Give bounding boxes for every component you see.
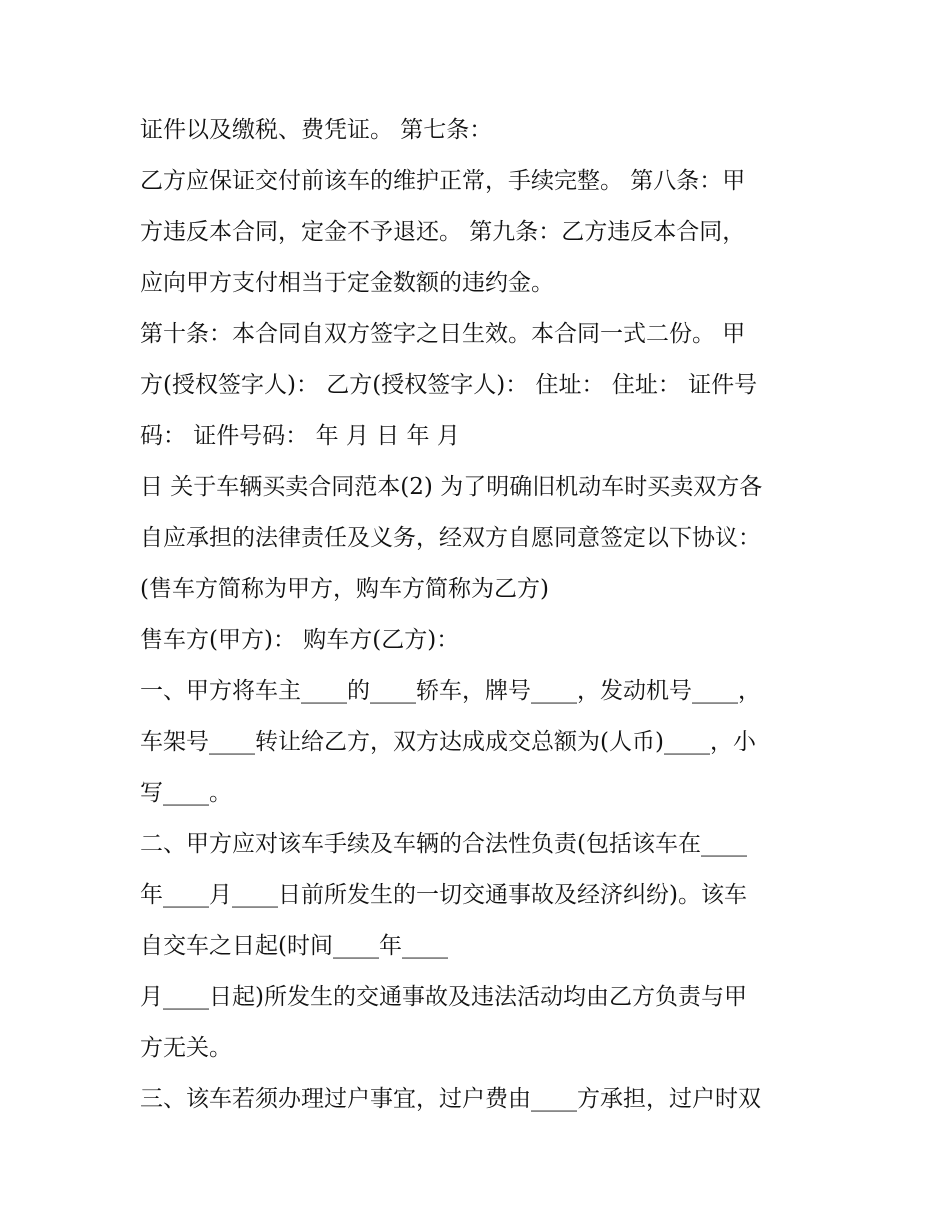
text-line-3: 方违反本合同，定金不予退还。 第九条：乙方违反本合同， [140, 219, 746, 245]
text-line-19: 方无关。 [140, 1035, 232, 1061]
text-line-11: 售车方(甲方)： 购车方(乙方)： [140, 627, 460, 653]
text-line-10: (售车方简称为甲方，购车方简称为乙方) [140, 576, 549, 602]
text-line-18: 月____日起)所发生的交通事故及违法活动均由乙方负责与甲 [140, 984, 747, 1010]
contract-text [140, 108, 820, 1128]
text-line-17: 自交车之日起(时间____年____ [140, 933, 448, 959]
text-line-13: 车架号____转让给乙方，双方达成成交总额为(人币)____，小 [140, 729, 756, 755]
text-line-2: 乙方应保证交付前该车的维护正常，手续完整。 第八条：甲 [140, 168, 746, 194]
text-line-1: 证件以及缴税、费凭证。 第七条： [140, 117, 493, 143]
text-line-14: 写____。 [140, 780, 232, 806]
text-line-4: 应向甲方支付相当于定金数额的违约金。 [140, 270, 554, 296]
text-line-20: 三、该车若须办理过户事宜，过户费由____方承担，过户时双 [140, 1086, 761, 1112]
text-line-16: 年____月____日前所发生的一切交通事故及经济纠纷)。该车 [140, 882, 747, 908]
text-line-15: 二、甲方应对该车手续及车辆的合法性负责(包括该车在____ [140, 831, 747, 857]
text-line-12: 一、甲方将车主____的____轿车，牌号____，发动机号____， [140, 678, 761, 704]
text-line-7: 码： 证件号码： 年 月 日 年 月 [140, 423, 460, 449]
text-line-8: 日 关于车辆买卖合同范本(2) 为了明确旧机动车时买卖双方各 [140, 474, 763, 500]
text-line-6: 方(授权签字人)： 乙方(授权签字人)： 住址： 住址： 证件号 [140, 372, 758, 398]
text-line-5: 第十条：本合同自双方签字之日生效。本合同一式二份。 甲 [140, 321, 746, 347]
text-line-9: 自应承担的法律责任及义务，经双方自愿同意签定以下协议： [140, 525, 761, 551]
